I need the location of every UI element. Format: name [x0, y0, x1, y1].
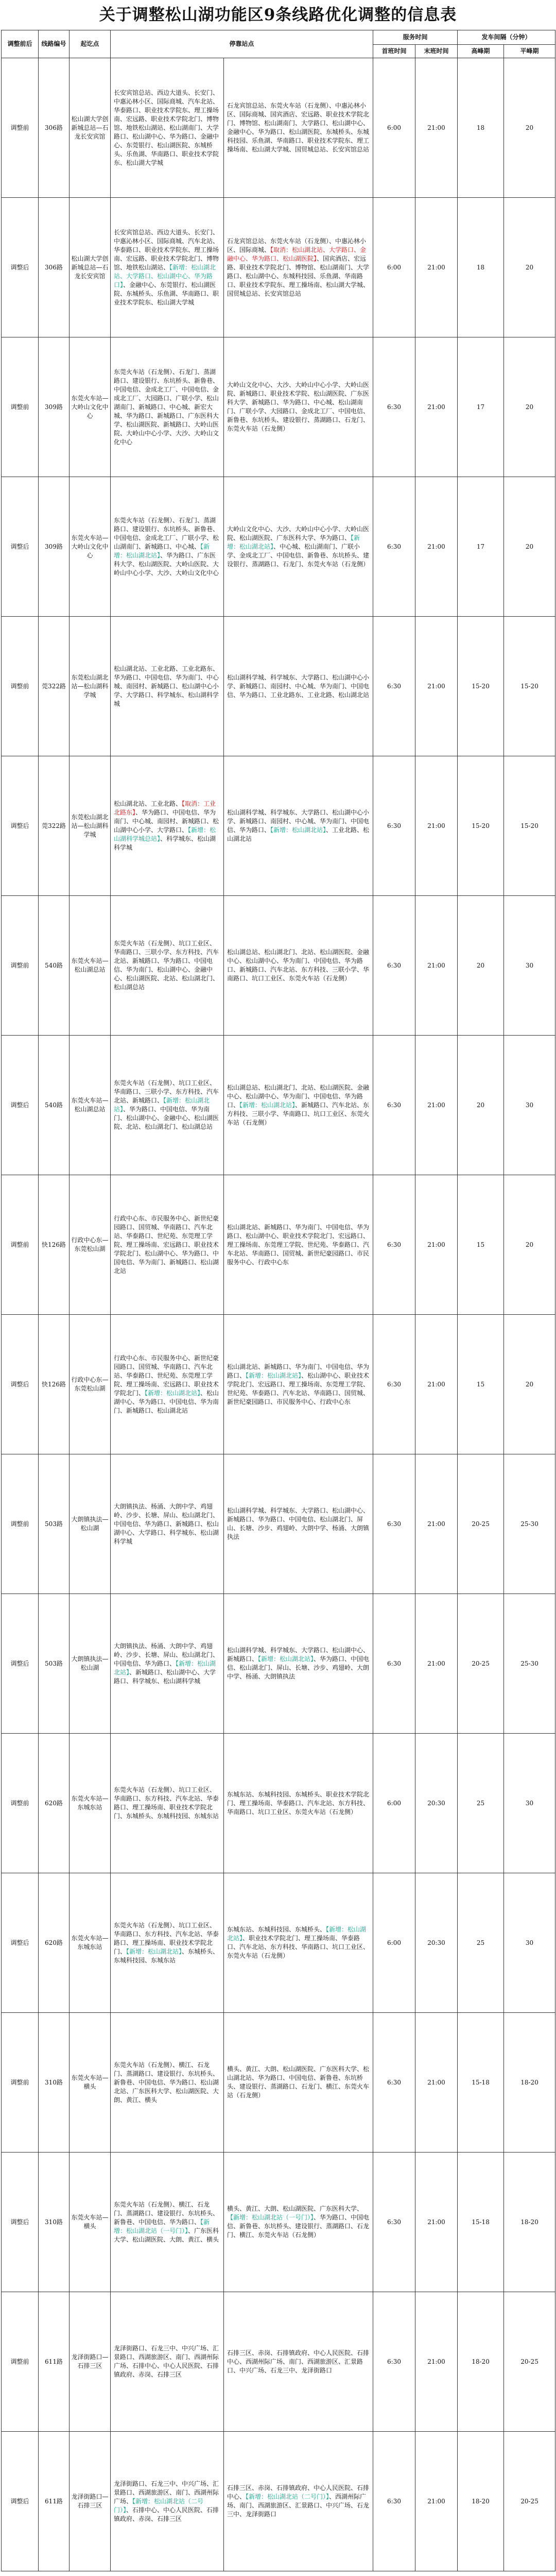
row-stops-down: 东莞火车站（石龙侧）、坑口工业区、华南路口、东方科技、汽车北站、华泰路口、理工操场南、职业技术学院北门、【新增：松山湖北站】、东城桥头、东城科技园、东城东站 — [111, 1873, 224, 2013]
row-stops-up: 东城东站、东城科技园、东城桥头、【新增：松山湖北站】、职业技术学院北门、理工操场南、华泰路口、汽车北站、东方科技、华南路口、坑口工业区、东莞火车站（石龙侧） — [224, 1873, 373, 2013]
row-peak: 18-20 — [458, 2292, 504, 2432]
row-offpeak: 20 — [504, 477, 555, 617]
row-first: 6:30 — [373, 2153, 415, 2292]
row-origin: 行政中心东—东莞松山湖 — [70, 1175, 111, 1315]
row-first: 6:30 — [373, 1454, 415, 1594]
row-offpeak: 15-20 — [504, 756, 555, 896]
row-stops-up: 横头、黄江、大朗、松山湖医院、广东医科大学、【新增：松山湖北站（一号门）】、华为路口、中国电信、新鲁巷、东坑桥头、建设银行、蒸湖路口、石龙门、横江、东莞火车站（石龙侧） — [224, 2153, 373, 2292]
row-peak: 17 — [458, 337, 504, 477]
table-row — [2, 617, 555, 756]
table-row — [2, 337, 555, 477]
row-route: 309路 — [39, 337, 70, 477]
row-route: 611路 — [39, 2432, 70, 2571]
row-type: 调整前 — [2, 617, 39, 756]
row-stops-down: 行政中心东、市民服务中心、新世纪豪园路口、国贸城、华南路口、汽车北站、华泰路口、世纪苑、东莞理工学院、理工操场南、宏远路口、职业技术学院北门、松山湖中心、华为路口、中国电信、华为南门、新城路口、松山湖北站 — [111, 1175, 224, 1315]
table-row — [2, 756, 555, 896]
row-route: 306路 — [39, 198, 70, 337]
row-first: 6:30 — [373, 1315, 415, 1454]
row-stops-down: 龙泽街路口、石龙三中、中兴广场、汇景路口、西湖旅游区、南门、西湖州际广场、【新增：松山湖北站（二号门）】、石排中心、中心人民医院、石排镇政府、赤岗、石排三区 — [111, 2432, 224, 2571]
table-row — [2, 1175, 555, 1315]
row-route: 310路 — [39, 2013, 70, 2153]
row-last: 21:00 — [415, 1036, 458, 1175]
row-route: 310路 — [39, 2153, 70, 2292]
row-route: 503路 — [39, 1454, 70, 1594]
row-offpeak: 20 — [504, 337, 555, 477]
row-stops-down: 松山湖北站、工业北路、【取消：工业北路东】、华为路口、中国电信、华为南门、中心城、南园村、新城路口、松山湖中心小学、大学路口、【新增：松山湖科学城总站】、科学城东、松山湖科学城 — [111, 756, 224, 896]
header-last: 末班时间 — [415, 45, 458, 58]
row-peak: 20-25 — [458, 1594, 504, 1734]
row-peak: 15-20 — [458, 617, 504, 756]
row-first: 6:00 — [373, 58, 415, 198]
row-stops-down: 大朗镇执法、杨涌、大朗中学、鸡翅岭、沙步、长塘、屏山、松山湖北门、中国电信、华为路口、【新增：松山湖北站】、新城路口、松山湖中心、大学路口、科学城东、松山湖科学城 — [111, 1594, 224, 1734]
header-type: 调整前后 — [2, 30, 39, 58]
row-stops-up: 松山湖总站、松山湖北门、北站、松山湖医院、金融中心、松山湖中心、华为南门、中国电信、华为路口、【新增：松山湖北站】、新城路口、汽车北站、东方科技、三联小学、华南路口、坑口工业区、东莞火车站（石龙侧） — [224, 1036, 373, 1175]
row-offpeak: 18-20 — [504, 2153, 555, 2292]
row-first: 6:00 — [373, 1734, 415, 1873]
row-route: 503路 — [39, 1594, 70, 1734]
row-stops-down: 东莞火车站（石龙侧）、石龙门、蒸湖路口、建设银行、东坑桥头、新鲁巷、中国电信、金成北工厂、广联小学、松山湖南门、新城路口、中心城、【新增：松山湖北站】、华为路口、广东医科大学、松山湖医院、大岭山医院、大岭山中心小学、大沙、大岭山文化中心 — [111, 477, 224, 617]
row-offpeak: 25-30 — [504, 1594, 555, 1734]
row-stops-down: 东莞火车站（石龙侧）、横江、石龙门、蒸湖路口、建设银行、东坑桥头、新鲁巷、中国电信、华为路口、松山湖北站、广东医科大学、松山湖医院、大朗、黄江、横头 — [111, 2013, 224, 2153]
row-origin: 东莞松山湖北站—松山湖科学城 — [70, 617, 111, 756]
row-route: 莞322路 — [39, 617, 70, 756]
row-type: 调整后 — [2, 1315, 39, 1454]
row-origin: 东莞火车站—松山湖总站 — [70, 1036, 111, 1175]
row-type: 调整后 — [2, 1873, 39, 2013]
row-last: 21:00 — [415, 896, 458, 1036]
row-origin: 东莞火车站—东城东站 — [70, 1734, 111, 1873]
row-route: 620路 — [39, 1734, 70, 1873]
row-route: 540路 — [39, 1036, 70, 1175]
row-route: 540路 — [39, 896, 70, 1036]
table-row — [2, 1734, 555, 1873]
row-first: 6:00 — [373, 198, 415, 337]
row-stops-up: 石排三区、赤岗、石排镇政府、中心人民医院、石排中心、【新增：松山湖北站（二号门）】、西湖州际广场、南门、西湖旅游区、汇景路口、中兴广场、石龙三中、龙泽街路口 — [224, 2432, 373, 2571]
table-row — [2, 1873, 555, 2013]
header-service: 服务时间 — [373, 30, 458, 45]
header-offpeak: 平峰期 — [504, 45, 555, 58]
header-stops: 停靠站点 — [111, 30, 373, 58]
row-offpeak: 30 — [504, 1734, 555, 1873]
row-stops-up: 松山湖北站、新城路口、华为南门、中国电信、华为路口、松山湖中心、职业技术学院北门、宏远路口、理工操场南、东莞理工学院、世纪苑、华泰路口、汽车北站、华南路口、国贸城、新世纪豪园路口、市民服务中心、行政中心东 — [224, 1175, 373, 1315]
row-offpeak: 30 — [504, 1873, 555, 2013]
header-first: 首班时间 — [373, 45, 415, 58]
page-title: 关于调整松山湖功能区9条线路优化调整的信息表 — [99, 6, 457, 24]
row-type: 调整前 — [2, 58, 39, 198]
row-stops-up: 松山湖科学城、科学城东、大学路口、松山湖中心小学、新城路口、南园村、中心城、华为南门、中国电信、华为路口、【新增：松山湖北站】、工业北路、松山湖北站 — [224, 756, 373, 896]
row-offpeak: 30 — [504, 1036, 555, 1175]
row-type: 调整前 — [2, 1454, 39, 1594]
row-peak: 20 — [458, 896, 504, 1036]
row-last: 20:30 — [415, 1873, 458, 2013]
row-origin: 东莞火车站—大岭山文化中心 — [70, 337, 111, 477]
row-route: 611路 — [39, 2292, 70, 2432]
row-first: 6:30 — [373, 2292, 415, 2432]
row-stops-up: 东城东站、东城科技园、东城桥头、职业技术学院北门、理工操场南、华泰路口、汽车北站、东方科技、华南路口、坑口工业区、东莞火车站（石龙侧） — [224, 1734, 373, 1873]
row-first: 6:30 — [373, 337, 415, 477]
header-peak: 高峰期 — [458, 45, 504, 58]
row-type: 调整后 — [2, 2153, 39, 2292]
row-stops-down: 东莞火车站（石龙侧）、坑口工业区、华南路口、三联小学、东方科技、汽车北站、新城路口、【新增：松山湖北站】、华为路口、中国电信、华为南门、松山湖中心、金融中心、松山湖医院、北站、松山湖北门、松山湖总站 — [111, 1036, 224, 1175]
row-origin: 松山湖大学创新城总站—石龙长安宾馆 — [70, 198, 111, 337]
header-interval: 发车间隔（分钟） — [458, 30, 555, 45]
row-type: 调整前 — [2, 896, 39, 1036]
table-row — [2, 896, 555, 1036]
row-stops-up: 松山湖北站、新城路口、华为南门、中国电信、华为路口、【新增：松山湖北站】、松山湖中心、职业技术学院北门、宏远路口、理工操场南、东莞理工学院、世纪苑、华泰路口、汽车北站、华南路口、国贸城、新世纪豪园路口、市民服务中心、行政中心东 — [224, 1315, 373, 1454]
row-last: 21:00 — [415, 58, 458, 198]
row-last: 21:00 — [415, 617, 458, 756]
row-first: 6:30 — [373, 2432, 415, 2571]
row-stops-up: 石龙宾馆总站、东莞火车站（石龙侧）、中惠沁林小区、国际商城、【取消：松山湖北站、大学路口、金融中心、华为路口、松山湖医院】、国宾酒店、宏远路、职业技术学院北门、博物馆、松山湖南门、大学路口、松山湖中心、东城科技园、乐鱼湖、华南路口、职业技术学院东、理工操场南、松山湖大学城、国贸城总站、长安宾馆总站 — [224, 198, 373, 337]
row-type: 调整前 — [2, 2292, 39, 2432]
row-last: 21:00 — [415, 1315, 458, 1454]
row-origin: 东莞火车站—横头 — [70, 2153, 111, 2292]
row-stops-up: 松山湖科学城、科学城东、大学路口、松山湖中心、新城路口、【新增：松山湖北站】、华为路口、中国电信、松山湖北门、屏山、长塘、沙步、鸡翅岭、大朗中学、杨涌、大朗镇执法 — [224, 1594, 373, 1734]
row-first: 6:00 — [373, 1873, 415, 2013]
row-peak: 15 — [458, 1315, 504, 1454]
row-stops-up: 石龙宾馆总站、东莞火车站（石龙侧）、中惠沁林小区、国际商城、国宾酒店、宏远路、职业技术学院北门、博物馆、松山湖南门、大学路口、松山湖中心、金融中心、华为路口、松山湖医院、东城桥头、东城科技园、乐鱼湖、华南路口、职业技术学院东、理工操场南、松山湖大学城、国贸城总站、长安宾馆总站 — [224, 58, 373, 198]
row-last: 21:00 — [415, 2013, 458, 2153]
row-stops-down: 东莞火车站（石龙侧）、坑口工业区、华南路口、东方科技、汽车北站、华泰路口、理工操场南、职业技术学院北门、东城桥头、东城科技园、东城东站 — [111, 1734, 224, 1873]
row-origin: 龙泽街路口—石排三区 — [70, 2292, 111, 2432]
table-row — [2, 1594, 555, 1734]
row-peak: 15-18 — [458, 2153, 504, 2292]
table-row — [2, 2153, 555, 2292]
row-peak: 15-20 — [458, 756, 504, 896]
row-last: 21:00 — [415, 337, 458, 477]
row-peak: 15 — [458, 1175, 504, 1315]
row-offpeak: 30 — [504, 896, 555, 1036]
row-last: 21:00 — [415, 477, 458, 617]
row-stops-up: 横头、黄江、大朗、松山湖医院、广东医科大学、松山湖北站、华为路口、中国电信、新鲁巷、东坑桥头、建设银行、蒸湖路口、石龙门、横江、东莞火车站（石龙侧） — [224, 2013, 373, 2153]
row-peak: 18-20 — [458, 2432, 504, 2571]
row-last: 21:00 — [415, 1175, 458, 1315]
row-offpeak: 20-25 — [504, 2292, 555, 2432]
row-stops-up: 松山湖科学城、科学城东、大学路口、松山湖中心小学、新城路口、南园村、中心城、华为南门、中国电信、华为路口、工业北路东、工业北路、松山湖北站 — [224, 617, 373, 756]
row-last: 21:00 — [415, 2432, 458, 2571]
table-row — [2, 1315, 555, 1454]
row-stops-down: 龙泽街路口、石龙三中、中兴广场、汇景路口、西湖旅游区、南门、西湖州际广场、石排中心、中心人民医院、石排镇政府、赤岗、石排三区 — [111, 2292, 224, 2432]
row-origin: 龙泽街路口—石排三区 — [70, 2432, 111, 2571]
row-last: 21:00 — [415, 198, 458, 337]
row-type: 调整前 — [2, 1175, 39, 1315]
row-route: 620路 — [39, 1873, 70, 2013]
row-origin: 东莞火车站—东城东站 — [70, 1873, 111, 2013]
row-type: 调整后 — [2, 198, 39, 337]
row-origin: 松山湖大学创新城总站—石龙长安宾馆 — [70, 58, 111, 198]
row-stops-down: 东莞火车站（石龙侧）、坑口工业区、华南路口、三联小学、东方科技、汽车北站、新城路口、华为路口、中国电信、华为南门、松山湖中心、金融中心、松山湖医院、北站、松山湖北门、松山湖总站 — [111, 896, 224, 1036]
row-first: 6:30 — [373, 2013, 415, 2153]
row-first: 6:30 — [373, 1594, 415, 1734]
row-route: 快126路 — [39, 1175, 70, 1315]
row-origin: 东莞火车站—松山湖总站 — [70, 896, 111, 1036]
row-offpeak: 20 — [504, 58, 555, 198]
row-stops-down: 松山湖北站、工业北路、工业北路东、华为路口、中国电信、华为南门、中心城、南园村、新城路口、松山湖中心小学、大学路口、科学城东、松山湖科学城 — [111, 617, 224, 756]
table-row — [2, 58, 555, 198]
row-stops-up: 松山湖总站、松山湖北门、北站、松山湖医院、金融中心、松山湖中心、华为南门、中国电信、华为路口、新城路口、汽车北站、东方科技、三联小学、华南路口、坑口工业区、东莞火车站（石龙侧） — [224, 896, 373, 1036]
row-stops-down: 东莞火车站（石龙侧）、横江、石龙门、蒸湖路口、建设银行、东坑桥头、新鲁巷、中国电信、华为路口、【新增：松山湖北站（一号门）】、广东医科大学、松山湖医院、大朗、黄江、横头 — [111, 2153, 224, 2292]
row-last: 21:00 — [415, 2292, 458, 2432]
table-row — [2, 477, 555, 617]
row-peak: 15-18 — [458, 2013, 504, 2153]
row-stops-up: 大岭山文化中心、大沙、大岭山中心小学、大岭山医院、新城路口、职业技术学院、松山湖医院、广东医科大学、新城路口、华为路口、中心城、松山湖南门、广联小学、大园路口、金成北工厂、中国电信、新鲁巷、东坑桥头、建设银行、蒸湖路口、石龙门、东莞火车站（石龙侧） — [224, 337, 373, 477]
row-type: 调整前 — [2, 2013, 39, 2153]
row-first: 6:30 — [373, 1175, 415, 1315]
header-route: 线路编号 — [39, 30, 70, 58]
row-type: 调整后 — [2, 1036, 39, 1175]
row-stops-down: 长安宾馆总站、西边大道头、长安门、中惠沁林小区、国际商城、汽车北站、华泰路口、职业技术学院东、理工操场南、宏远路、职业技术学院北门、博物馆、地铁松山湖站、松山湖南门、大学路口、松山湖中心、华为路口、金融中心、东莞银行、松山湖医院、东城桥头、乐鱼湖、华南路口、职业技术学院东、松山湖大学城 — [111, 58, 224, 198]
row-first: 6:30 — [373, 477, 415, 617]
row-route: 快126路 — [39, 1315, 70, 1454]
row-origin: 东莞火车站—大岭山文化中心 — [70, 477, 111, 617]
row-stops-down: 大朗镇执法、杨涌、大朗中学、鸡翅岭、沙步、长塘、屏山、松山湖北门、中国电信、华为路口、新城路口、松山湖中心、大学路口、科学城东、松山湖科学城 — [111, 1454, 224, 1594]
row-type: 调整后 — [2, 1594, 39, 1734]
row-origin: 大朗镇执法—松山湖 — [70, 1594, 111, 1734]
row-route: 309路 — [39, 477, 70, 617]
row-last: 21:00 — [415, 1454, 458, 1594]
row-stops-down: 长安宾馆总站、西边大道头、长安门、中惠沁林小区、国际商城、汽车北站、华泰路口、职业技术学院东、理工操场南、宏远路、职业技术学院北门、博物馆、地铁松山湖站、【新增：松山湖北站、大学路口、松山湖中心、华为路口】、金融中心、东莞银行、松山湖医院、东城桥头、乐鱼湖、华南路口、职业技术学院东、松山湖大学城 — [111, 198, 224, 337]
row-stops-down: 东莞火车站（石龙侧）、石龙门、蒸湖路口、建设银行、东坑桥头、新鲁巷、中国电信、金成北工厂、中国电信、金成北工厂、大园路口、广联小学、松山湖南门、新城路口、中心城、新宏大城、华为路口、新城路口、广东医科大学、松山湖医院、新城路口、大岭山医院、大岭山中心小学、大沙、大岭山文化中心 — [111, 337, 224, 477]
row-origin: 大朗镇执法—松山湖 — [70, 1454, 111, 1594]
table-row — [2, 2292, 555, 2432]
row-offpeak: 20 — [504, 198, 555, 337]
row-offpeak: 15-20 — [504, 617, 555, 756]
row-peak: 18 — [458, 198, 504, 337]
route-table — [1, 30, 555, 2571]
row-offpeak: 20-25 — [504, 2432, 555, 2571]
table-row — [2, 2432, 555, 2571]
row-type: 调整前 — [2, 1734, 39, 1873]
table-row — [2, 1036, 555, 1175]
row-type: 调整后 — [2, 477, 39, 617]
row-first: 6:30 — [373, 617, 415, 756]
route-rows — [2, 58, 555, 2571]
row-stops-up: 大岭山文化中心、大沙、大岭山中心小学、大岭山医院、松山湖医院、广东医科大学、华为路口、【新增：松山湖北站】、中心城、松山湖南门、广联小学、金成北工厂、中国电信、新鲁巷、东坑桥头、建设银行、蒸湖路口、石龙门、东莞火车站（石龙侧） — [224, 477, 373, 617]
row-peak: 20-25 — [458, 1454, 504, 1594]
table-row — [2, 198, 555, 337]
row-first: 6:30 — [373, 896, 415, 1036]
table-row — [2, 1454, 555, 1594]
table-row — [2, 2013, 555, 2153]
row-peak: 18 — [458, 58, 504, 198]
row-first: 6:30 — [373, 756, 415, 896]
row-last: 21:00 — [415, 2153, 458, 2292]
row-stops-up: 石排三区、赤岗、石排镇政府、中心人民医院、石排中心、西湖州际广场、南门、西湖旅游区、汇景路口、中兴广场、石龙三中、龙泽街路口 — [224, 2292, 373, 2432]
row-stops-up: 松山湖科学城、科学城东、大学路口、松山湖中心、新城路口、华为路口、中国电信、松山湖北门、屏山、长塘、沙步、鸡翅岭、大朗中学、杨涌、大朗镇执法 — [224, 1454, 373, 1594]
row-offpeak: 25-30 — [504, 1454, 555, 1594]
row-peak: 25 — [458, 1734, 504, 1873]
row-route: 莞322路 — [39, 756, 70, 896]
row-offpeak: 20 — [504, 1175, 555, 1315]
row-peak: 20 — [458, 1036, 504, 1175]
row-stops-down: 行政中心东、市民服务中心、新世纪豪园路口、国贸城、华南路口、汽车北站、华泰路口、世纪苑、东莞理工学院、理工操场南、宏远路口、职业技术学院北门、【新增：松山湖北站】、松山湖中心、华为路口、中国电信、华为南门、新城路口、松山湖北站 — [111, 1315, 224, 1454]
row-origin: 行政中心东—东莞松山湖 — [70, 1315, 111, 1454]
row-last: 21:00 — [415, 756, 458, 896]
row-offpeak: 18-20 — [504, 2013, 555, 2153]
header-origin: 起讫点 — [70, 30, 111, 58]
row-peak: 17 — [458, 477, 504, 617]
row-peak: 25 — [458, 1873, 504, 2013]
row-type: 调整后 — [2, 756, 39, 896]
row-route: 306路 — [39, 58, 70, 198]
row-type: 调整前 — [2, 337, 39, 477]
row-last: 20:30 — [415, 1734, 458, 1873]
row-first: 6:30 — [373, 1036, 415, 1175]
row-offpeak: 20 — [504, 1315, 555, 1454]
row-origin: 东莞松山湖北站—松山湖科学城 — [70, 756, 111, 896]
row-last: 21:00 — [415, 1594, 458, 1734]
row-origin: 东莞火车站—横头 — [70, 2013, 111, 2153]
row-type: 调整后 — [2, 2432, 39, 2571]
